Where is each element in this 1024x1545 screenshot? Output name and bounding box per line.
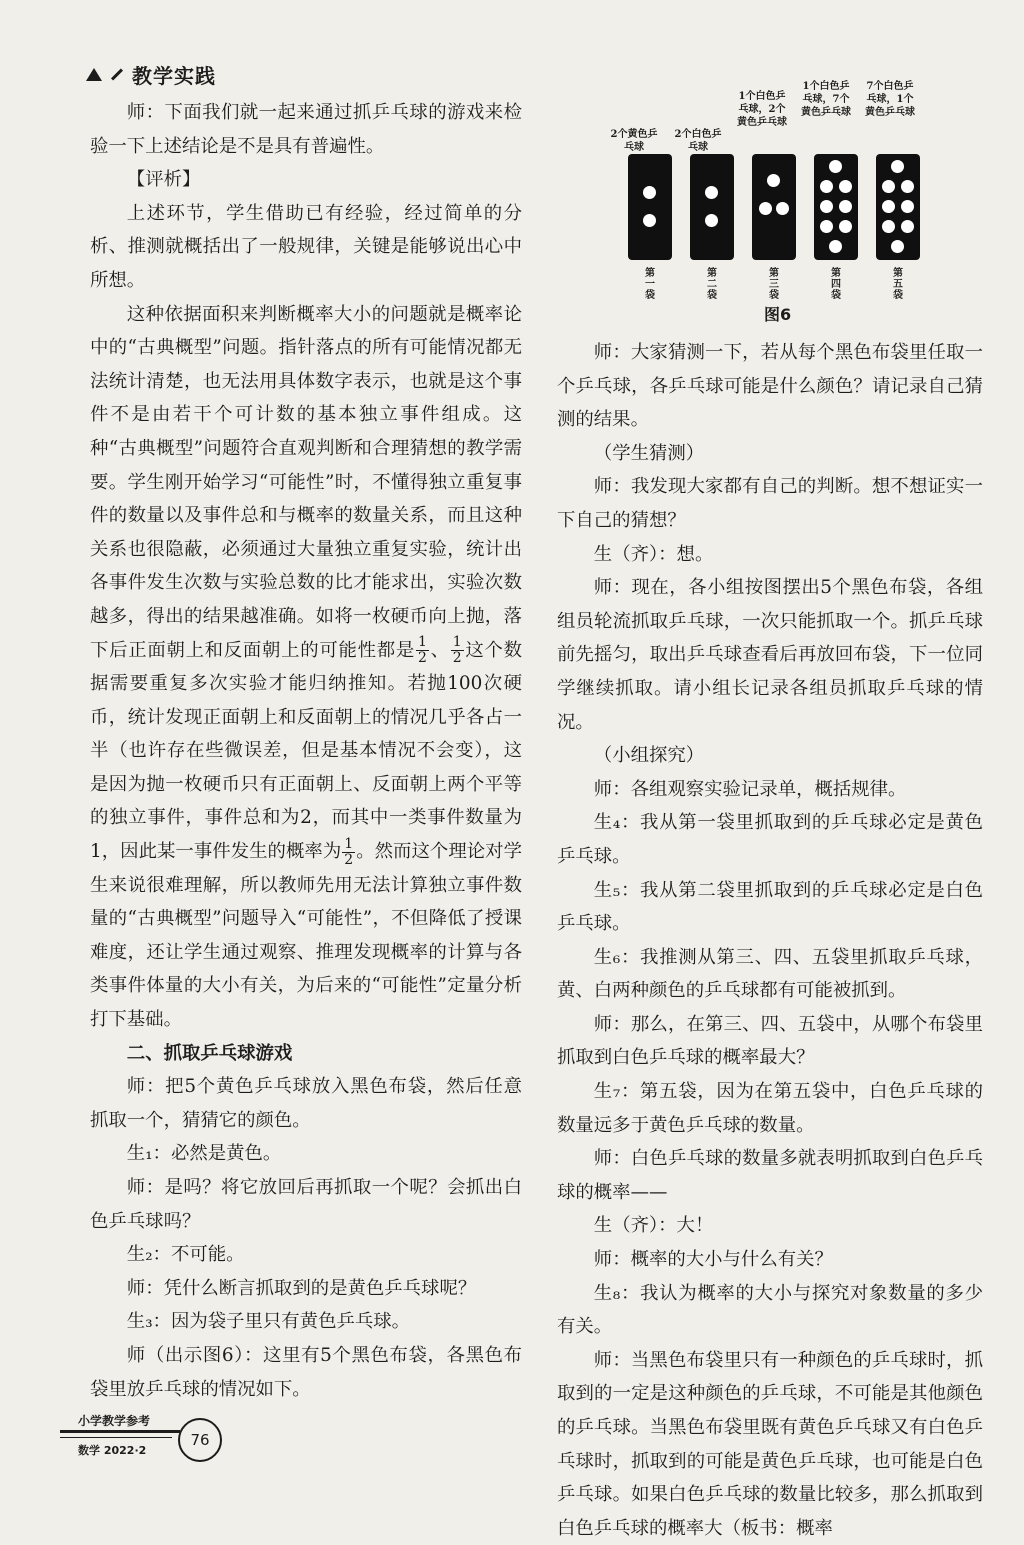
dialogue-line: 师：大家猜测一下，若从每个黑色布袋里任取一个乒乓球，各乒乓球可能是什么颜色？请记录自己猜测的结果。 <box>557 342 983 431</box>
fraction-half: $\frac{1}{2}$ <box>452 634 462 666</box>
bag-caption: 2个白色乒乓球 <box>674 129 722 153</box>
ball <box>882 180 895 193</box>
section-title: 教学实践 <box>132 64 216 88</box>
ball <box>901 220 914 233</box>
bag-caption: 2个黄色乒乓球 <box>610 129 658 153</box>
dialogue-line: 生₈：我认为概率的大小与探究对象数量的多少有关。 <box>557 1282 983 1338</box>
dialogue-line: 生₆：我推测从第三、四、五袋里抓取乒乓球，黄、白两种颜色的乒乓球都有可能被抓到。 <box>557 946 983 1002</box>
ball <box>705 186 718 199</box>
bag-2 <box>690 154 734 260</box>
commentary-label: 【评析】 <box>126 169 201 191</box>
ball <box>759 202 772 215</box>
ball <box>767 174 780 187</box>
dialogue-line: （小组探究） <box>593 745 705 767</box>
slash-icon <box>111 68 123 80</box>
figure-6 <box>612 76 952 338</box>
ball <box>882 200 895 213</box>
dialogue-line: 师：各组观察实验记录单，概括规律。 <box>593 778 907 800</box>
bag-name: 第四袋 <box>831 268 841 301</box>
ball <box>820 180 833 193</box>
ball <box>829 160 842 173</box>
ball <box>829 240 842 253</box>
fraction-half: $\frac{1}{2}$ <box>417 634 427 666</box>
bag-name: 第三袋 <box>769 268 779 301</box>
dialogue-line: 生₃：因为袋子里只有黄色乒乓球。 <box>126 1311 411 1333</box>
ball <box>839 220 852 233</box>
paragraph-probability <box>90 298 522 1037</box>
ball <box>705 214 718 227</box>
page-number: 76 <box>178 1418 222 1462</box>
ball <box>891 160 904 173</box>
dialogue-line: 生（齐）：想。 <box>593 543 714 565</box>
triangle-icon <box>86 68 102 81</box>
paragraph-text: 。然而这个理论对学生来说很难理解，所以教师先用无法计算独立事件数量的“古典概型”问题导入“可能性”，不但降低了授课难度，还让学生通过观察、推理发现概率的计算与各类事件体量的大小有关，为后来的“可能性”定量分析打下基础。 <box>90 841 522 1031</box>
ball <box>891 240 904 253</box>
footer-rule <box>60 1430 180 1433</box>
footer-rule <box>60 1437 172 1438</box>
page-footer <box>60 1414 240 1468</box>
ball <box>839 200 852 213</box>
dialogue-line: （学生猜测） <box>593 442 705 464</box>
bag-caption: 1个白色乒乓球，7个黄色乒乓球 <box>801 81 851 118</box>
dialogue-line: 师：当黑色布袋里只有一种颜色的乒乓球时，抓取到的一定是这种颜色的乒乓球，不可能是其他颜色的乒乓球。当黑色布袋里既有黄色乒乓球又有白色乒乓球时，抓取到的可能是黄色乒乓球，也可能是白色乒乓球。如果白色乒乓球的数量比较多，那么抓取到白色乒乓球的概率大（板书：概率 <box>557 1349 983 1539</box>
right-column <box>557 336 983 1545</box>
paragraph-text: 这种依据面积来判断概率大小的问题就是概率论中的“古典概型”问题。指针落点的所有可能情况都无法统计清楚，也无法用具体数字表示，也就是这个事件不是由若干个可计数的基本独立事件组成。这种“古典概型”问题符合直观判断和合理猜想的教学需要。学生刚开始学习“可能性”时，不懂得独立重复事件的数量以及事件总和与概率的数量关系，而且这种关系也很隐蔽，必须通过大量独立重复实验，统计出各事件发生次数与实验总数的比才能求出，实验次数越多，得出的结果越准确。如将一枚硬币向上抛，落下后正面朝上和反面朝上的可能性都是 <box>90 303 522 661</box>
dialogue-line: 师：凭什么断言抓取到的是黄色乒乓球呢？ <box>126 1277 477 1299</box>
dialogue-line: 生（齐）：大！ <box>593 1215 714 1237</box>
bag-1 <box>628 154 672 260</box>
dialogue-line: 师：概率的大小与什么有关？ <box>593 1249 833 1271</box>
fraction-half: $\frac{1}{2}$ <box>344 835 354 868</box>
paragraph: 上述环节，学生借助已有经验，经过简单的分析、推测就概括出了一般规律，关键是能够说出心中所想。 <box>90 202 522 291</box>
issue-label: 数学 2022·2 <box>78 1444 147 1457</box>
dialogue-line: 师：我发现大家都有自己的判断。想不想证实一下自己的猜想？ <box>557 476 983 531</box>
bag-name: 第五袋 <box>893 268 903 301</box>
figure-label: 图6 <box>764 305 792 324</box>
dialogue-line: 生₄：我从第一袋里抓取到的乒乓球必定是黄色乒乓球。 <box>557 812 983 867</box>
dialogue-line: 师：那么，在第三、四、五袋中，从哪个布袋里抓取到白色乒乓球的概率最大？ <box>557 1013 983 1069</box>
ball <box>643 186 656 199</box>
fraction-separator: 、 <box>429 639 450 661</box>
subsection-heading: 二、抓取乒乓球游戏 <box>126 1042 293 1064</box>
ball <box>643 214 656 227</box>
ball <box>901 180 914 193</box>
dialogue-line: 师：现在，各小组按图摆出5个黑色布袋，各组组员轮流抓取乒乓球，一次只能抓取一个。抓乒乓球前先摇匀，取出乒乓球查看后再放回布袋，下一位同学继续抓取。请小组长记录各组员抓取乒乓球的情况。 <box>557 577 983 733</box>
bag-name: 第一袋 <box>645 268 655 301</box>
dialogue-line: 师：把5个黄色乒乓球放入黑色布袋，然后任意抓取一个，猜猜它的颜色。 <box>90 1076 522 1131</box>
paragraph: 师：下面我们就一起来通过抓乒乓球的游戏来检验一下上述结论是不是具有普遍性。 <box>90 102 522 157</box>
bag-name: 第二袋 <box>707 268 717 301</box>
ball <box>839 180 852 193</box>
dialogue-line: 师（出示图6）：这里有5个黑色布袋，各黑色布袋里放乒乓球的情况如下。 <box>90 1344 522 1400</box>
ball <box>776 202 789 215</box>
dialogue-line: 师：是吗？将它放回后再抓取一个呢？会抓出白色乒乓球吗？ <box>90 1177 522 1232</box>
bag-caption: 1个白色乒乓球，2个黄色乒乓球 <box>737 91 787 128</box>
bag-3 <box>752 154 796 260</box>
ball <box>882 220 895 233</box>
journal-name: 小学教学参考 <box>78 1414 151 1428</box>
dialogue-line: 生₁：必然是黄色。 <box>126 1143 282 1165</box>
dialogue-line: 生₅：我从第二袋里抓取到的乒乓球必定是白色乒乓球。 <box>557 879 983 935</box>
bag-5 <box>876 154 920 260</box>
paragraph-text: 这个数据需要重复多次实验才能归纳推知。若抛100次硬币，统计发现正面朝上和反面朝上的情况几乎各占一半（也许存在些微误差，但是基本情况不会变），这是因为抛一枚硬币只有正面朝上、反面朝上两个平等的独立事件，事件总和为2，而其中一类事件数量为1，因此某一事件发生的概率为 <box>90 639 522 863</box>
ball <box>820 220 833 233</box>
section-header <box>86 60 216 89</box>
dialogue-line: 生₂：不可能。 <box>126 1244 245 1266</box>
ball <box>901 200 914 213</box>
dialogue-line: 生₇：第五袋，因为在第五袋中，白色乒乓球的数量远多于黄色乒乓球的数量。 <box>557 1081 983 1136</box>
ball <box>820 200 833 213</box>
bag-caption: 7个白色乒乓球，1个黄色乒乓球 <box>865 81 915 118</box>
bag-4 <box>814 154 858 260</box>
left-column <box>90 96 522 1406</box>
dialogue-line: 师：白色乒乓球的数量多就表明抓取到白色乒乓球的概率—— <box>557 1148 983 1203</box>
